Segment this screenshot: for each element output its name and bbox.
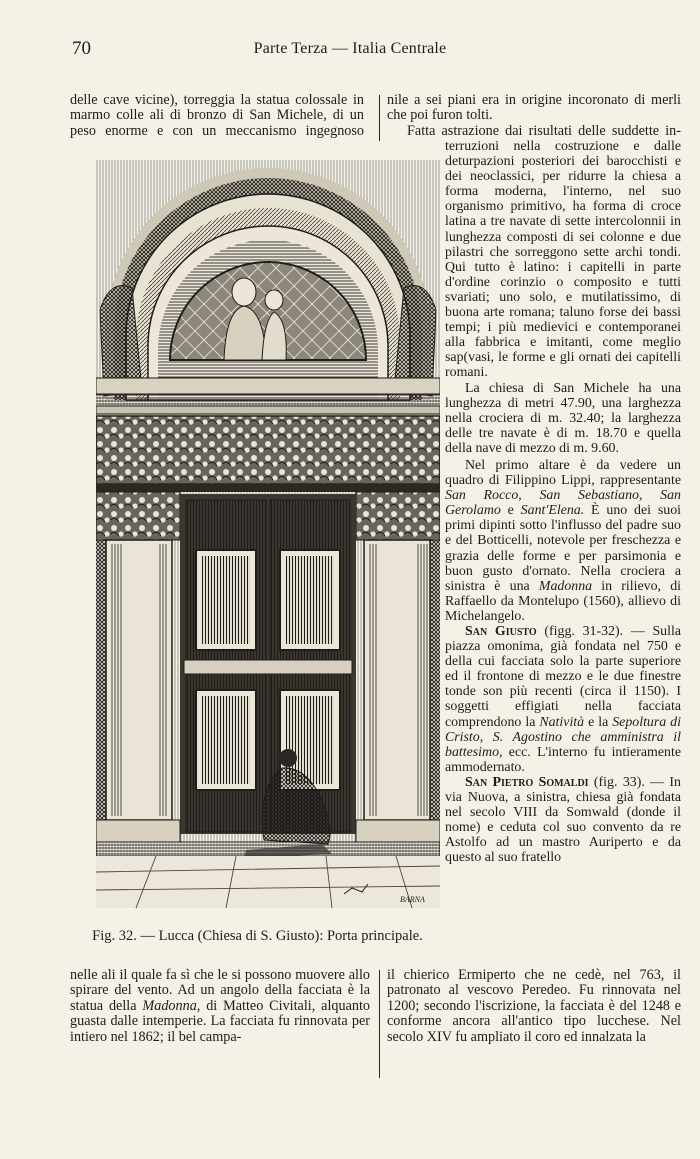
page-number: 70 (72, 38, 91, 59)
running-title: Parte Terza — Italia Centrale (253, 40, 447, 57)
right-top-line-1: nile a sei piani era in origine incoronato di merli (387, 92, 681, 108)
paragraph-dimensions: La chiesa di San Michele ha una lunghezza di metri 47.90, una larghezza nella crociera di m. 32.40; la larghezza delle tre navate è di m. 18.70 e quella della nave di mezzo di m. 9.60. (445, 380, 681, 456)
right-bottom-text (387, 968, 681, 1045)
paragraph-altar: Nel primo altare è da vedere un quadro di Filippino Lippi, rappresentante San Rocco, San Sebastiano, San Gerolamo e Sant'Elena. È uno dei suoi primi dipinti sotto l'influsso del padre suo e del Botticelli, notevole per freschezza e grazia delle forme e per parsimonia e buon gusto d'ornato. Nella crociera a sinistra è una Madonna in rilievo, di Raffaello da Montelupo (1560), allievo di Michelangelo. (445, 457, 681, 624)
left-top-line-2: marmo colle ali di bronzo di San Michele, di un (70, 107, 364, 124)
left-bottom-text (70, 968, 370, 1045)
engraver-signature: BARNA (400, 895, 425, 904)
column-rule-top (379, 95, 380, 141)
right-top-line-3: Fatta astrazione dai risultati delle suddette in- (407, 122, 681, 139)
right-top-line-2: che poi furon tolti. (387, 107, 493, 124)
paragraph-continuation: il chierico Ermiperto che ne cedè, nel 763, il patronato al vescovo Peredeo. Fu rinnovata nel 1200; secondo l'iscrizione, la facciata è del 1248 e conforme ancora all'antico tipo lucchese. Nel secolo XIV fu ampliato il coro ed innalzata la (387, 967, 681, 1045)
figure-portal-engraving (96, 160, 440, 920)
right-narrow-column (445, 139, 681, 866)
left-top-text (70, 93, 364, 139)
right-top-text (387, 93, 681, 139)
figure-caption: Fig. 32. — Lucca (Chiesa di S. Giusto): Porta principale. (92, 928, 423, 944)
column-rule-bottom (379, 970, 380, 1078)
paragraph-statue: nelle ali il quale fa sì che le si possono muovere allo spirare del vento. Ad un angolo della facciata è la statua della Madonna, di Matteo Civitali, alquanto guasta dalle intemperie. La facciata fu rinnovata per intiero nel 1862; il bel campa- (70, 967, 370, 1045)
paragraph-san-giusto: San Giusto (figg. 31-32). — Sulla piazza omonima, già fondata nel 750 e della cui facciata solo la parte superiore ed il frontone di mezzo e le due finestre tonde son più recenti (circa il 1150). I soggetti effigiati nella facciata comprendono la Natività e la Sepoltura di Cristo, S. Agostino che amministra il battesimo, ecc. L'interno fu intieramente ammodernato. (445, 624, 681, 775)
paragraph-san-pietro: San Pietro Somaldi (fig. 33). — In via Nuova, a sinistra, chiesa già fondata nel secolo VIII da Somwald (donde il nome) e ceduta col suo convento da re Astolfo ad un mastro Auriperto e da questo al suo fratello (445, 774, 681, 866)
left-top-line-3: peso enorme e con un meccanismo ingegnoso (70, 122, 364, 139)
left-top-line-1: delle cave vicine), torreggia la statua colossale in (70, 92, 364, 108)
heading-san-pietro-somaldi: San Pietro Somaldi (465, 774, 589, 790)
heading-san-giusto: San Giusto (465, 624, 537, 639)
portal-illustration (96, 160, 440, 920)
paragraph-interior: terruzioni nella costruzione e dalle deturpazioni posteriori dei barocchisti e dei neoclassici, per ridurre la chiesa a forma moderna, l'interno, nel suo organismo primitivo, ha forma di croce latina a tre navate di sette intercolonnii in lunghezza composti di sei colonne e due pilastri che sorreggono sette archi tondi. Qui tutto è latino: i capitelli in parte d'ordine corinzio o composito e tutti svariati; uno solo, e mutilatissimo, di buona arte romana; taluno forse dei bassi tempi; i più medievici e contemporanei alla fabbrica e imitanti, come meglio sap(vasi, le forme e gli ornati dei capitelli romani. (445, 139, 681, 381)
